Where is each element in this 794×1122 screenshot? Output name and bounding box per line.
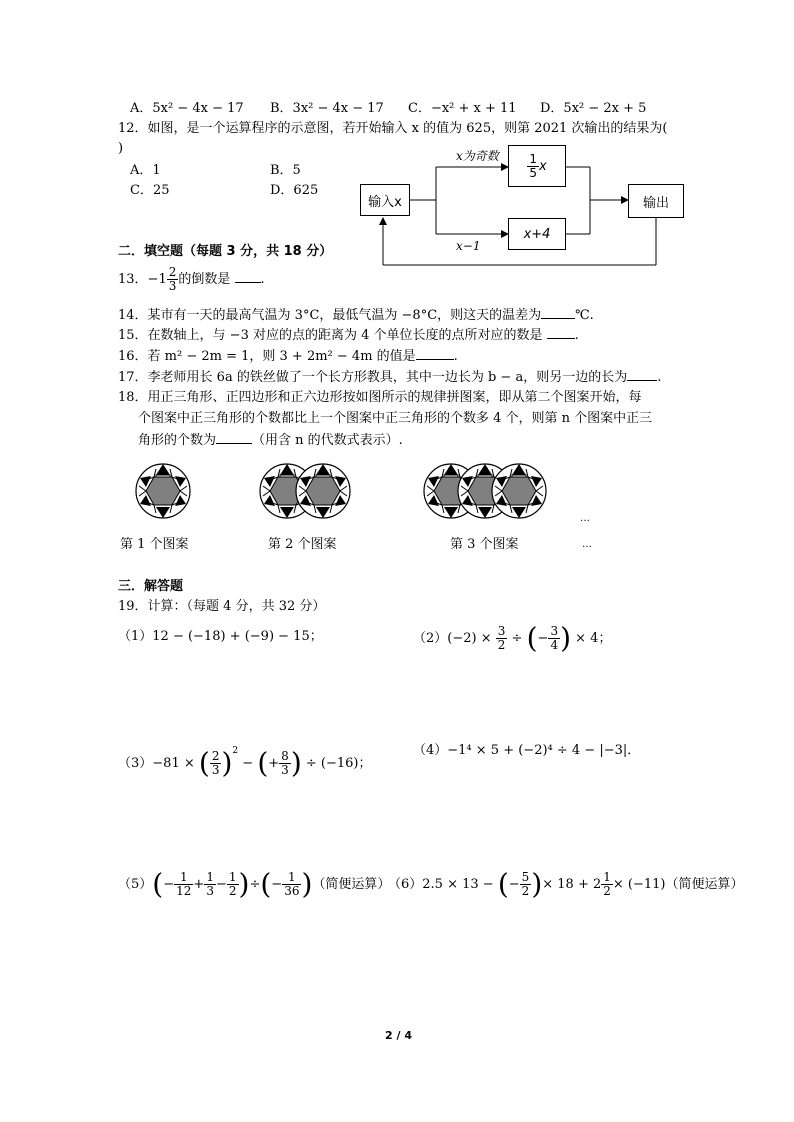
q12-option-d: D．625 [270, 183, 319, 198]
flow-bottom-condition: x−1 [456, 239, 481, 253]
q12-question: 12．如图，是一个运算程序的示意图，若开始输入 x 的值为 625，则第 2021 次输出的结果为( [118, 121, 668, 136]
pattern-label-2: 第 2 个图案 [268, 537, 337, 552]
q19-part3: （3）−81 × ( $\frac{2}{3}$ )$^2$ − (+ $\frac{8}{3}$ ) ÷ (−16)； [118, 746, 372, 780]
q18-line3: 角形的个数为 （用含 n 的代数式表示）. [138, 433, 403, 448]
flow-top-box: $\frac{1}{5}$ x [508, 145, 566, 187]
q19-title: 19．计算：（每题 4 分，共 32 分） [118, 599, 326, 614]
q15: 15．在数轴上，与 −3 对应的点的距离为 4 个单位长度的点所对应的数是 . [118, 328, 579, 343]
flow-output-box: 输出 [628, 184, 684, 218]
q19-part5: （5）(− $\frac{1}{12}$ + $\frac{1}{3}$ − $\frac{1}{2}$ )÷(− $\frac{1}{36}$ )（简便运算） [118, 867, 391, 901]
q13: 13．−1 $\frac{2}{3}$ 的倒数是 . [118, 265, 265, 293]
q11-option-d: D．5x² − 2x + 5 [540, 101, 647, 116]
tiling-patterns [0, 430, 794, 540]
pattern-label-1: 第 1 个图案 [120, 537, 189, 552]
pattern-3 [424, 464, 546, 518]
q17: 17．李老师用长 6a 的铁丝做了一个长方形教具，其中一边长为 b − a，则另一边的长为 . [118, 370, 662, 385]
q19-part6: （6）2.5 × 13 − (− $\frac{5}{2}$ )× 18 + 2 $\frac{1}{2}$ × (−11)（简便运算） [388, 867, 744, 901]
q11-option-b: B．3x² − 4x − 17 [270, 101, 384, 116]
section2-title: 二．填空题（每题 3 分，共 18 分） [118, 244, 333, 259]
pattern-dots-top: … [580, 513, 590, 524]
q18-line1: 18．用正三角形、正四边形和正六边形按如图所示的规律拼图案，即从第二个图案开始，每 [118, 390, 642, 405]
q16: 16．若 m² − 2m = 1，则 3 + 2m² − 4m 的值是 . [118, 349, 458, 364]
q18-line2: 个图案中正三角形的个数都比上一个图案中正三角形的个数多 4 个，则第 n 个图案中正三 [138, 411, 653, 426]
pattern-dots-bottom: … [582, 539, 592, 550]
q11-option-a: A．5x² − 4x − 17 [130, 101, 244, 116]
page-number: 2 / 4 [385, 1029, 412, 1042]
q12-option-b: B．5 [270, 163, 301, 178]
q14: 14．某市有一天的最高气温为 3°C，最低气温为 −8°C，则这天的温差为 ℃. [118, 308, 594, 323]
flow-bottom-box: x+4 [508, 218, 566, 250]
pattern-2 [260, 464, 350, 518]
flow-input-box: 输入x [360, 184, 410, 216]
q12-close-paren: ) [118, 141, 124, 156]
q11-option-c: C．−x² + x + 11 [408, 101, 517, 116]
q19-part2: （2）(−2) × $\frac{3}{2}$ ÷ (− $\frac{3}{4}$ ) × 4； [413, 621, 612, 655]
q19-part4: （4）−1⁴ × 5 + (−2)⁴ ÷ 4 − |−3|． [413, 743, 641, 758]
pattern-1 [136, 464, 190, 518]
flow-top-condition: x为奇数 [456, 149, 499, 163]
section3-title: 三．解答题 [118, 579, 184, 594]
pattern-label-3: 第 3 个图案 [450, 537, 519, 552]
q12-option-a: A．1 [130, 163, 161, 178]
q12-option-c: C．25 [130, 183, 170, 198]
q19-part1: （1）12 − (−18) + (−9) − 15； [118, 629, 323, 644]
